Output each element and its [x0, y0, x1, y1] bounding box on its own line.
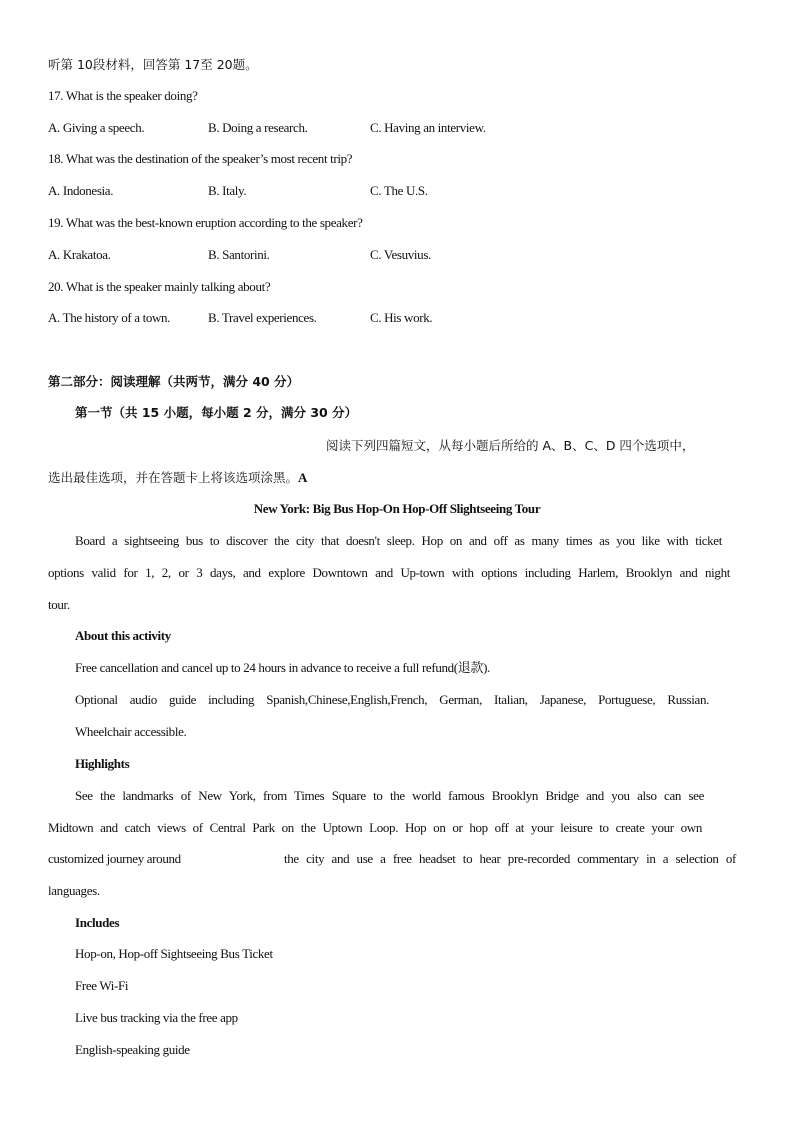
about-item: Free cancellation and cancel up to 24 hours in advance to receive a full refund(退款). — [75, 660, 490, 675]
option-18c: C. The U.S. — [370, 183, 428, 198]
option-19c: C. Vesuvius. — [370, 247, 431, 262]
highlights-line: the city and use a free headset to hear pre-recorded commentary in a selection of — [284, 851, 736, 866]
intro-line-3: tour. — [48, 597, 70, 612]
includes-item: Hop-on, Hop-off Sightseeing Bus Ticket — [75, 946, 273, 961]
highlights-line: See the landmarks of New York, from Times Square to the world famous Brooklyn Bridge and you also can see — [75, 788, 704, 803]
question-19: 19. What was the best-known eruption according to the speaker? — [48, 215, 363, 230]
option-17a: A. Giving a speech. — [48, 120, 145, 135]
passage-label: A — [298, 470, 308, 485]
question-17: 17. What is the speaker doing? — [48, 88, 198, 103]
option-19b: B. Santorini. — [208, 247, 270, 262]
option-20c: C. His work. — [370, 310, 433, 325]
about-item: Optional audio guide including Spanish,Chinese,English,French, German, Italian, Japanese, Portuguese, Russian. — [75, 692, 709, 707]
highlights-line: languages. — [48, 883, 100, 898]
highlights-heading: Highlights — [75, 756, 130, 771]
highlights-line: customized journey around — [48, 851, 181, 866]
question-18: 18. What was the destination of the speaker’s most recent trip? — [48, 151, 353, 166]
option-20a: A. The history of a town. — [48, 310, 171, 325]
instruction-text: 选出最佳选项，并在答题卡上将该选项涂黑。 — [48, 470, 299, 485]
includes-item: Free Wi-Fi — [75, 978, 129, 993]
about-item: Wheelchair accessible. — [75, 724, 187, 739]
option-19a: A. Krakatoa. — [48, 247, 111, 262]
about-heading: About this activity — [75, 628, 171, 643]
includes-item: Live bus tracking via the free app — [75, 1010, 238, 1025]
option-20b: B. Travel experiences. — [208, 310, 317, 325]
intro-line-2: options valid for 1, 2, or 3 days, and explore Downtown and Up-town with options including Harlem, Brooklyn and night — [48, 565, 730, 580]
passage-title: New York: Big Bus Hop-On Hop-Off Slightseeing Tour — [253, 501, 541, 516]
option-17c: C. Having an interview. — [370, 120, 486, 135]
instruction-line-2 — [48, 470, 307, 486]
intro-line-1: Board a sightseeing bus to discover the city that doesn't sleep. Hop on and off as many times as you like with ticket — [75, 533, 722, 548]
includes-item: English-speaking guide — [75, 1042, 190, 1057]
part-title: 第二部分：阅读理解（共两节，满分 40 分） — [48, 374, 300, 389]
option-18a: A. Indonesia. — [48, 183, 114, 198]
question-20: 20. What is the speaker mainly talking about? — [48, 279, 271, 294]
option-18b: B. Italy. — [208, 183, 247, 198]
section-title: 第一节（共 15 小题，每小题 2 分，满分 30 分） — [75, 405, 358, 420]
instruction-line-1: 阅读下列四篇短文，从每小题后所给的 A、B、C、D 四个选项中， — [326, 438, 695, 453]
option-17b: B. Doing a research. — [208, 120, 308, 135]
highlights-line: Midtown and catch views of Central Park on the Uptown Loop. Hop on or hop off at your leisure to create your own — [48, 820, 702, 835]
listening-intro: 听第 10段材料，回答第 17至 20题。 — [48, 57, 258, 72]
includes-heading: Includes — [75, 915, 120, 930]
